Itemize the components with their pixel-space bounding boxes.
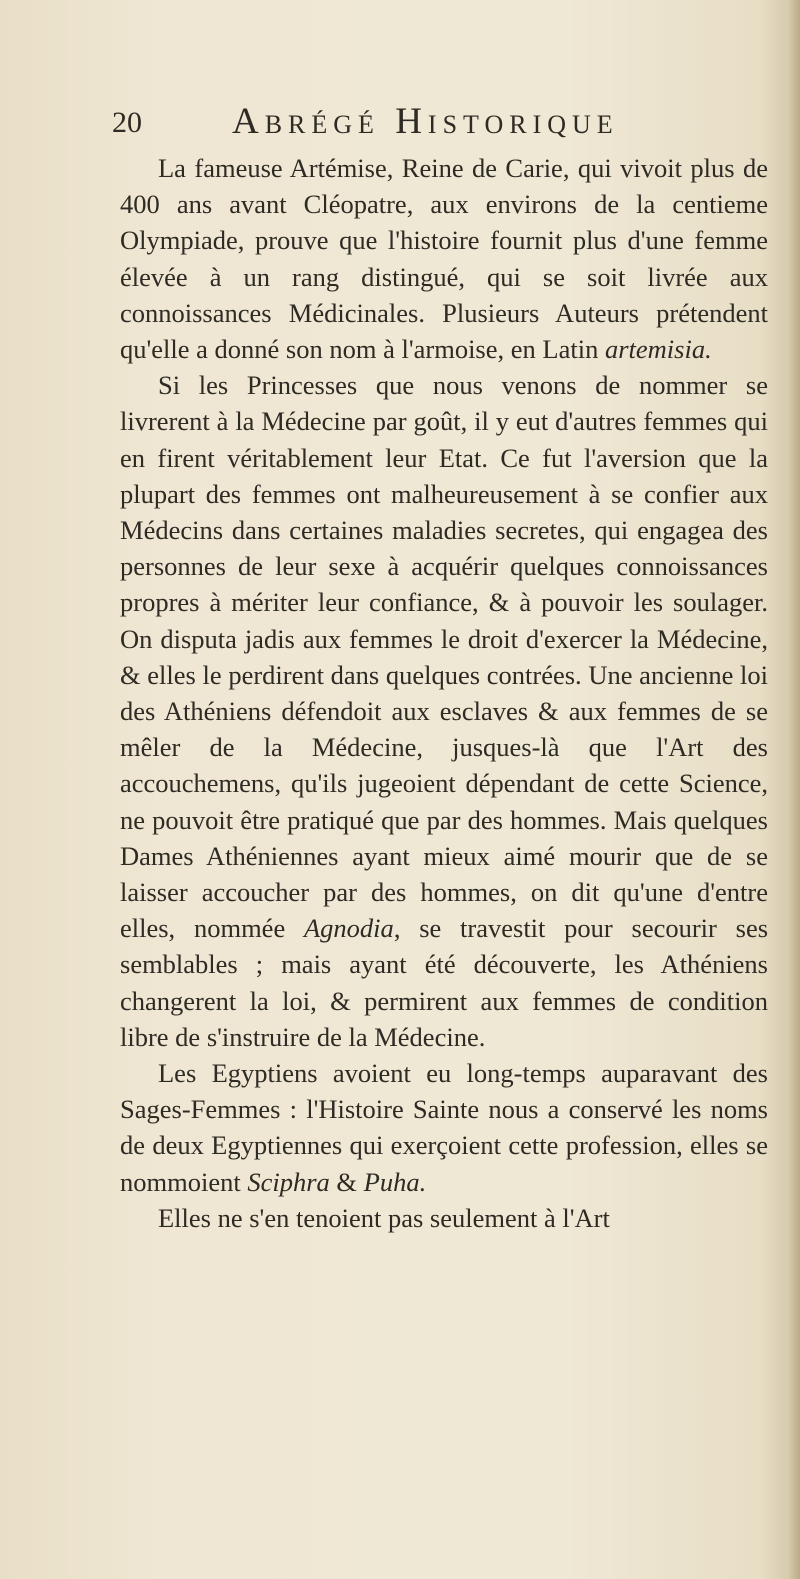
latin-term: artemisia. (604, 334, 712, 365)
paragraph-egyptiens (120, 1055, 768, 1200)
paragraph-continuation (120, 1200, 768, 1236)
paragraph-text: Les Egyptiens avoient eu long-temps auparavant des Sages-Femmes : l'Histoire Sainte nous a conservé les noms de deux Egyptiennes qui exerçoient cette profession, elles se nommoient (120, 1058, 768, 1197)
paragraph-text: Elles ne s'en tenoient pas seulement à l'Art (158, 1202, 610, 1233)
italic-name-puha: Puha. (363, 1166, 427, 1197)
body-text (120, 150, 768, 1236)
running-title: Abrégé Historique (232, 101, 619, 142)
conjunction: & (336, 1166, 358, 1197)
paragraph-artemise (120, 150, 768, 367)
page-header (112, 100, 772, 150)
paragraph-text: Si les Princesses que nous venons de nommer se livrerent à la Médecine par goût, il y eut d'autres femmes qui en firent véritablement leur Etat. Ce fut l'aversion que la plupart des femmes ont malheureusement à se confier aux Médecins dans certaines maladies secretes, qui engagea des personnes de leur sexe à acquérir quelques connoissances propres à mériter leur confiance, & à pouvoir les soulager. On disputa jadis aux femmes le droit d'exercer la Médecine, & elles le perdirent dans quelques contrées. Une ancienne loi des Athéniens défendoit aux esclaves & aux femmes de se mêler de la Médecine, jusques-là que l'Art des accouchemens, qu'ils jugeoient dépendant de cette Science, ne pouvoit être pratiqué que par des hommes. Mais quelques Dames Athéniennes ayant mieux aimé mourir que de se laisser accoucher par des hommes, on dit qu'une d'entre elles, nommée (120, 370, 768, 944)
paragraph-text-continued: , se travestit pour secourir ses semblables ; mais ayant été découverte, les Athéniens changerent la loi, & permirent aux femmes de condition libre de s'instruire de la Médecine. (120, 913, 769, 1052)
italic-name-agnodia: Agnodia (304, 913, 394, 944)
italic-name-sciphra: Sciphra (247, 1166, 330, 1197)
page-number: 20 (112, 106, 142, 139)
paragraph-text: La fameuse Artémise, Reine de Carie, qui vivoit plus de 400 ans avant Cléopatre, aux environs de la centieme Olympiade, prouve que l'histoire fournit plus d'une femme élevée à un rang distingué, qui se soit livrée aux connoissances Médicinales. Plusieurs Auteurs prétendent qu'elle a donné son nom à l'armoise, en Latin (120, 153, 768, 365)
paragraph-princesses (120, 367, 768, 1055)
page-edge-shadow (786, 0, 800, 1579)
